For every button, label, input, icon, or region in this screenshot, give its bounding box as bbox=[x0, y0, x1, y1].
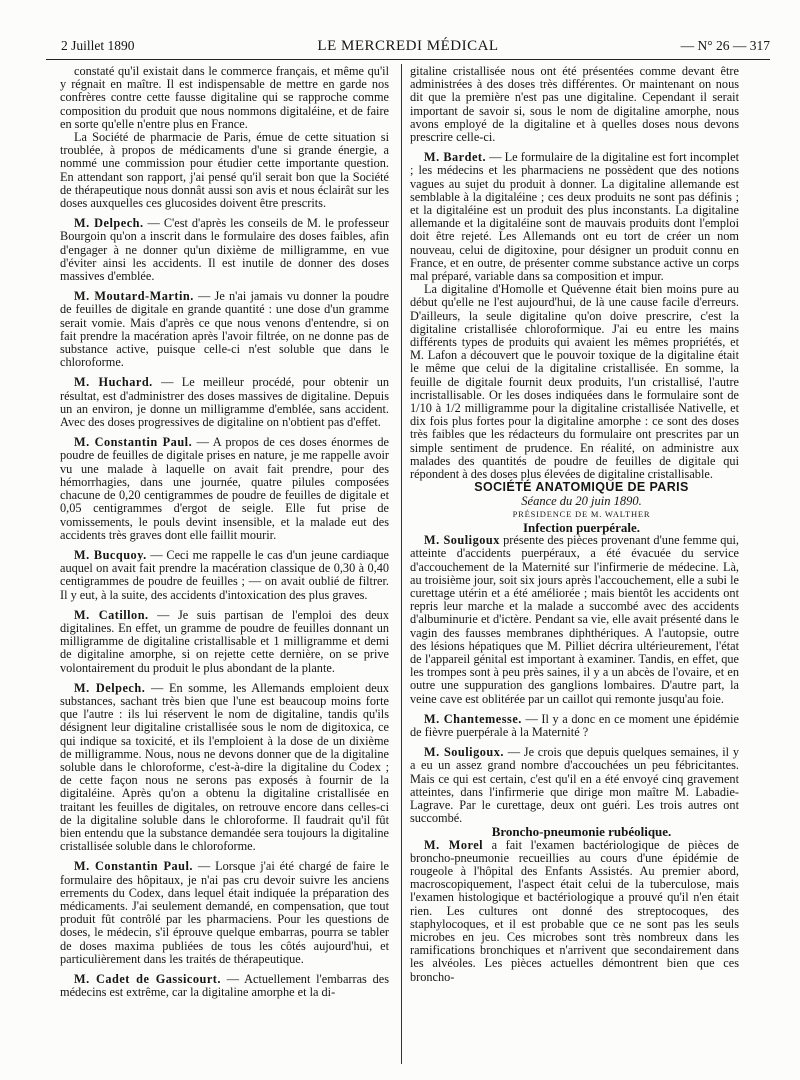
paragraph-text: — Lorsque j'ai été chargé de faire le formulaire des hôpitaux, je n'ai pas cru devoir suivre les anciens errements du Codex, dans lequel était indiquée la préparation des médicaments. J'ai seulement demandé, en compensation, que tout produit fût contrôlé par les pharmaciens. Pour les questions de doses, le médecin, s'il éprouve quelque embarras, pourra se tabler de doses maxima publiées de tous les côtés aujourd'hui, et particulièrement dans les traités de thérapeutique. bbox=[60, 859, 389, 966]
paragraph-text: — Il y a donc en ce moment une épidémie de fièvre puerpérale à la Maternité ? bbox=[410, 711, 739, 739]
paragraph bbox=[410, 65, 739, 144]
paragraph-text: La Société de pharmacie de Paris, émue de cette situation si troublée, à propos de médicaments d'une si grande énergie, a nommé une commission pour étudier cette importante question. En attendant son rapport, j'ai pensé qu'il serait bon que la Société de thérapeutique nous donnât aussi son avis et nous éclairât sur les doses auxquelles ces glucosides doivent être prescrits. bbox=[60, 130, 389, 211]
speaker-name: M. Moutard-Martin. bbox=[74, 289, 194, 304]
speaker-name: M. Huchard. bbox=[74, 375, 153, 390]
speaker-name: M. Cadet de Gassicourt. bbox=[74, 972, 221, 986]
speaker-name: M. Constantin Paul. bbox=[74, 435, 193, 450]
right-column-broncho bbox=[410, 839, 739, 984]
paragraph-text: présente des pièces provenant d'une femme qui, atteinte d'accidents puerpéraux, a été évacuée du service d'accouchement de la Maternité sur l'infirmerie de médecine. Là, au troisième jour, soit six jours après l'accouchement, elle a subi le curettage utérin et a été améliorée ; mais bientôt les accidents ont repris leur marche et la malade a succombé avec des accidents d'albuminurie et d'ictère. Pendant sa vie, elle avait présenté dans le vagin des fausses membranes diphthériques. A l'autopsie, outre des lésions hépatiques que M. Pilliet décrira ultérieurement, l'état de l'appareil génital est important à examiner. Tandis, en effet, que les trompes sont à peu près saines, il y a un abcès de l'ovaire, et en outre une suppuration des ganglions lombaires. D'autre part, la veine cave est oblitérée par un caillot qui remonte jusqu'au foie. bbox=[410, 533, 739, 706]
session-date: Séance du 20 juin 1890. bbox=[521, 493, 642, 508]
paragraph-text: — En somme, les Allemands emploient deux substances, sachant très bien que l'une est beaucoup moins forte que l'autre : ils lui réservent le nom de digitaline, tandis qu'ils désignent leur digitaline cristallisée sous le nom de digitoxica, ce qui indique sa toxicité, et ils l'emploient à la dose de un dixième de milligramme. Nous, nous ne devons donner que de la digitaline soluble dans le chloroforme, c'est-à-dire la digitaline du Codex ; de cette façon nous ne serons pas exposés à fournir de la digitaléine. Après qu'on a obtenu la digitaline cristallisée en traitant les feuilles de digitales, on retrouve encore dans celles-ci de la digitaline soluble dans le chloroforme. Il faudrait qu'il fût bien entendu que la substance demandée sera toujours la digitaline cristallisée soluble dans le chloroforme. bbox=[60, 680, 389, 854]
paragraph-text: a fait l'examen bactériologique de pièces de broncho-pneumonie recueillies au cours d'une épidémie de rougeole à l'hôpital des Enfants Assistés. Au premier abord, macroscopiquement, l'aspect était celui de la tuberculose, mais l'examen histologique et bactériologique a prouvé qu'il n'en était rien. Les cultures ont donné des streptocoques, des staphylocoques, et il est probable que ce ne sont pas les seuls microbes en jeu. Ces microbes sont très nombreux dans les ramifications bronchiques et n'arrivent que secondairement dans les alvéoles. Les pièces actuelles démontrent bien que ces broncho- bbox=[410, 837, 739, 984]
speaker-name: M. Bucquoy. bbox=[74, 547, 147, 562]
paragraph bbox=[60, 131, 389, 210]
speaker-name: M. Constantin Paul. bbox=[74, 859, 194, 874]
paragraph bbox=[410, 839, 739, 984]
paragraph bbox=[410, 746, 739, 825]
journal-title: LE MERCREDI MÉDICAL bbox=[317, 38, 499, 54]
left-column bbox=[60, 65, 389, 999]
paragraph bbox=[60, 549, 389, 602]
paragraph bbox=[60, 973, 389, 999]
paragraph bbox=[60, 65, 389, 131]
speaker-name: M. Morel bbox=[424, 837, 484, 852]
right-column-infection bbox=[410, 534, 739, 825]
speaker-name: M. Delpech. bbox=[74, 680, 146, 695]
paragraph bbox=[60, 436, 389, 542]
right-column-discussion bbox=[410, 65, 739, 481]
section-heading-broncho: Broncho-pneumonie rubéolique. bbox=[491, 824, 672, 840]
speaker-name: M. Souligoux bbox=[424, 533, 500, 548]
speaker-name: M. Chantemesse. bbox=[424, 711, 522, 726]
paragraph bbox=[60, 217, 389, 283]
paragraph-text: — Le meilleur procédé, pour obtenir un résultat, est d'administrer des doses massives de digitaline. Depuis un an environ, je donne un milligramme d'emblée, sans accident. Avec des doses progressives de digitaline on n'obtient pas d'effet. bbox=[60, 375, 389, 430]
paragraph bbox=[410, 283, 739, 481]
paragraph-text: — Le formulaire de la digitaline est fort incomplet ; les médecins et les pharmaciens ne possèdent que des notions vagues au sujet du produit à donner. La digitaline allemande est semblable à la digitaléine ; ces deux produits ne sont pas définis ; et la digitaléine est un produit des plus inconstants. La digitaline allemande et la digitaléine sont de mauvais produits dont l'emploi doit être rejeté. Les Allemands ont eu tort de créer un nom nouveau, celui de digitoxine, pour désigner un produit connu en France, et en outre, de présenter comme substance active un corps mal préparé, variable dans sa composition et impur. bbox=[410, 150, 739, 284]
paragraph bbox=[60, 682, 389, 854]
paragraph bbox=[410, 151, 739, 283]
speaker-name: M. Souligoux. bbox=[424, 745, 504, 760]
paragraph-text: — Actuellement l'embarras des médecins est extrême, car la digitaline amorphe et la di- bbox=[60, 972, 389, 1000]
speaker-name: M. Catillon. bbox=[74, 607, 149, 622]
issue-date: 2 Juillet 1890 bbox=[61, 38, 135, 53]
issue-page-number: — N° 26 — 317 bbox=[680, 38, 770, 53]
paragraph-text: — C'est d'après les conseils de M. le professeur Bourgoin qu'on a inscrit dans le formulaire des doses faibles, afin d'engager à ne donner qu'un dixième de milligramme, en vue d'éviter ainsi les accidents. Il est inutile de donner des doses massives d'emblée. bbox=[60, 216, 389, 284]
paragraph-text: gitaline cristallisée nous ont été présentées comme devant être administrées à des doses très différentes. Or maintenant on nous dit que la première n'est pas une digitaline. Cependant il serait important de savoir si, sous le nom de digitaline amorphe, nous avons employé de la digitaline et à quelles doses nous devons prescrire celle-ci. bbox=[410, 64, 739, 145]
running-header bbox=[46, 38, 770, 56]
column-divider bbox=[401, 64, 402, 1064]
society-name: SOCIÉTÉ ANATOMIQUE DE PARIS bbox=[474, 480, 689, 495]
paragraph bbox=[60, 290, 389, 369]
paragraph bbox=[410, 713, 739, 739]
paragraph bbox=[60, 860, 389, 966]
paragraph bbox=[410, 534, 739, 706]
speaker-name: M. Delpech. bbox=[74, 216, 144, 231]
paragraph bbox=[60, 376, 389, 429]
right-column bbox=[410, 65, 739, 984]
paragraph-text: — Je crois que depuis quelques semaines, il y a eu un assez grand nombre d'accouchées un peu fébricitantes. Mais ce qui est certain, c'est qu'il en a été envoyé cinq gravement atteintes, dans l'infirmerie que dirige mon maître M. Labadie-Lagrave. Par le curettage, deux ont guéri. Les trois autres ont succombé. bbox=[410, 745, 739, 826]
paragraph-text: — A propos de ces doses énormes de poudre de feuilles de digitale prises en nature, je me rappelle avoir vu une malade à laquelle on avait fait prendre, pour des hémorrhagies, dans une journée, quatre pilules composées chacune de 0,20 centigrammes de poudre de feuilles de digitale et 0,05 centigrammes d'ergot de seigle. Elle fut prise de vomissements, le pouls devint insensible, et la malade eut des accidents très graves dont elle faillit mourir. bbox=[60, 435, 389, 542]
paragraph-text: — Je suis partisan de l'emploi des deux digitalines. En effet, un gramme de poudre de feuilles donnant un milligramme de digitaline cristallisable et 1 milligramme et demi de digitaline amorphe, si on rejette cette dernière, on se prive volontairement du produit le plus abondant de la plante. bbox=[60, 607, 389, 675]
paragraph-text: constaté qu'il existait dans le commerce français, et même qu'il y régnait en maître. Il est indispensable de mettre en garde nos confrères contre cette fausse digitaline qui se rapproche comme composition du produit que nous nommons digitaléine, et de faire en sorte qu'elle n'entre plus en France. bbox=[60, 64, 389, 131]
paragraph-text: — Je n'ai jamais vu donner la poudre de feuilles de digitale en grande quantité : une dose d'un gramme serait vomie. Mais d'après ce que nous venons d'entendre, si on fait prendre la macération après l'avoir filtrée, on ne donne pas de substance active, puisque celle-ci n'est soluble que dans le chloroforme. bbox=[60, 289, 389, 370]
speaker-name: M. Bardet. bbox=[424, 150, 487, 165]
paragraph-text: — Ceci me rappelle le cas d'un jeune cardiaque auquel on avait fait prendre la macération classique de 0,30 à 0,40 centigrammes de poudre de feuilles ; — on avait oublié de filtrer. Il y eut, à la suite, des accidents d'intoxication des plus graves. bbox=[60, 547, 389, 602]
section-heading-infection: Infection puerpérale. bbox=[523, 519, 640, 535]
paragraph-text: La digitaline d'Homolle et Quévenne était bien moins pure au début qu'elle ne l'est aujourd'hui, de là une cause facile d'erreurs. D'ailleurs, la seule digitaline qu'on doive prescrire, c'est la digitaline cristallisée chloroformique. J'ai eu entre les mains différents types de produits qui avaient les mêmes propriétés, et M. Lafon a découvert que le pouvoir toxique de la digitaline était le même que celui de la digitaline cristallisée. En somme, la feuille de digitale fournit deux produits, l'un cristallisé, l'autre incristallisable. Or les doses indiquées dans le formulaire sont de 1/10 à 1/2 milligramme pour la digitaline cristallisée Nativelle, et dix fois plus fortes pour la digitaline amorphe : ce sont des doses très faibles que les rédacteurs du formulaire ont prescrites par un simple sentiment de prudence. En réalité, on administre aux malades des quantités de poudre de feuilles de digitale qui répondent à des doses plus élevées de digitaline cristallisable. bbox=[410, 282, 739, 482]
header-rule bbox=[46, 59, 770, 60]
presidency: PRÉSIDENCE DE M. WALTHER bbox=[512, 508, 651, 519]
paragraph bbox=[60, 609, 389, 675]
